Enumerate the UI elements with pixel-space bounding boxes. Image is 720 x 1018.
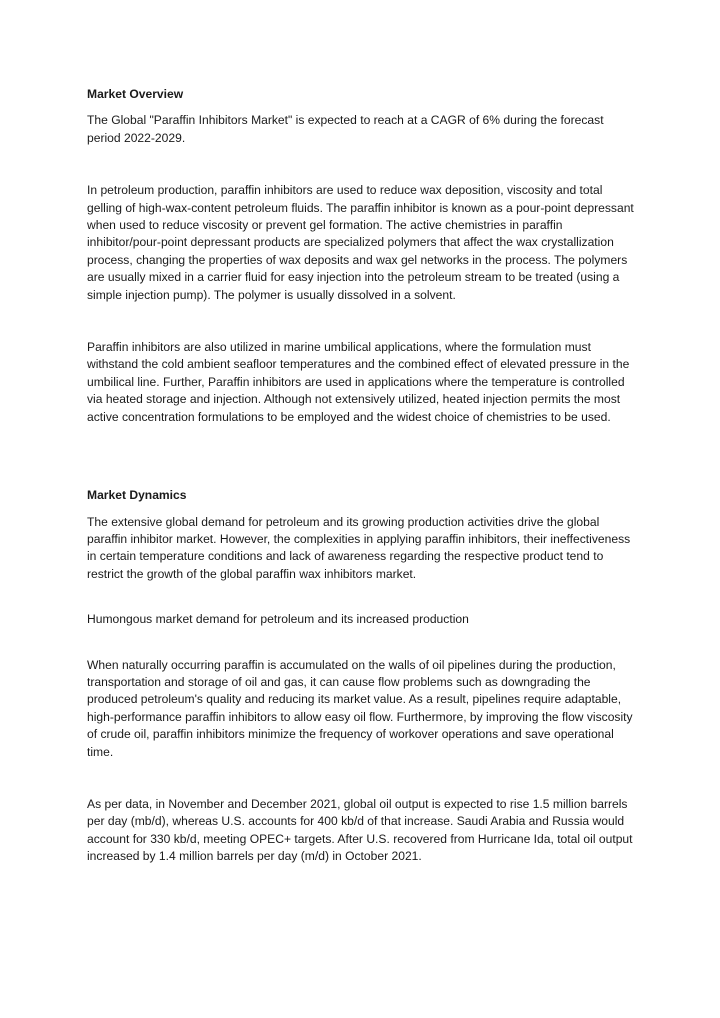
document-page — [87, 86, 637, 866]
dynamics-paragraph-2: When naturally occurring paraffin is accumulated on the walls of oil pipelines during the production, transportation and storage of oil and gas, it can cause flow problems such as downgrading the produced petroleum's quality and reducing its market value. As a result, pipelines require adaptable, high-performance paraffin inhibitors to allow easy oil flow. Furthermore, by improving the flow viscosity of crude oil, paraffin inhibitors minimize the frequency of workover operations and save operational time. — [87, 657, 633, 759]
overview-paragraph-2: In petroleum production, paraffin inhibitors are used to reduce wax deposition, viscosity and total gelling of high-wax-content petroleum fluids. The paraffin inhibitor is known as a pour-point depressant when used to reduce viscosity or prevent gel formation. The active chemistries in paraffin inhibitor/pour-point depressant products are specialized polymers that affect the wax crystallization process, changing the properties of wax deposits and wax gel networks in the process. The polymers are usually mixed in a carrier fluid for easy injection into the petroleum stream to be treated (using a simple injection pump). The polymer is usually dissolved in a solvent. — [87, 183, 634, 302]
overview-paragraph-1: The Global "Paraffin Inhibitors Market" is expected to reach at a CAGR of 6% during the forecast period 2022-2029. — [87, 113, 604, 145]
market-overview-heading: Market Overview — [87, 87, 184, 101]
overview-paragraph-3: Paraffin inhibitors are also utilized in marine umbilical applications, where the formulation must withstand the cold ambient seafloor temperatures and the combined effect of elevated pressure in the umbilical line. Further, Paraffin inhibitors are used in applications where the temperature is controlled via heated storage and injection. Although not extensively utilized, heated injection permits the most active concentration formulations to be employed and the widest choice of chemistries to be used. — [87, 340, 630, 424]
market-dynamics-heading: Market Dynamics — [87, 488, 187, 503]
dynamics-paragraph-1: The extensive global demand for petroleum and its growing production activities drive the global paraffin inhibitor market. However, the complexities in applying paraffin inhibitors, their ineffectiveness in certain temperature conditions and lack of awareness regarding the respective product tend to restrict the growth of the global paraffin wax inhibitors market. — [87, 514, 631, 581]
dynamics-paragraph-3: As per data, in November and December 2021, global oil output is expected to rise 1.5 million barrels per day (mb/d), whereas U.S. accounts for 400 kb/d of that increase. Saudi Arabia and Russia would account for 330 kb/d, meeting OPEC+ targets. After U.S. recovered from Hurricane Ida, total oil output increased by 1.4 million barrels per day (m/d) in October 2021. — [87, 796, 633, 864]
dynamics-subheading: Humongous market demand for petroleum and its increased production — [87, 612, 469, 627]
